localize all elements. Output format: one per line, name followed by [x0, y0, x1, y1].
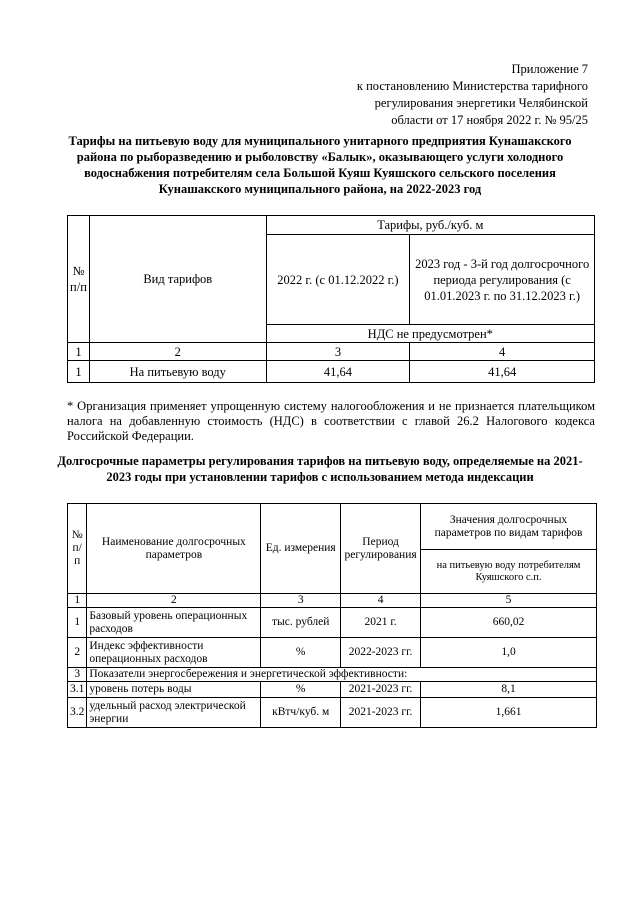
row-num: 3.2	[68, 698, 87, 728]
column-index: 3	[261, 594, 341, 608]
row-name: Базовый уровень операционных расходов	[87, 608, 261, 638]
parameters-table	[67, 503, 597, 728]
row-name: уровень потерь воды	[87, 682, 261, 698]
section-num: 3	[68, 668, 87, 682]
column-index: 1	[68, 594, 87, 608]
header-kind: Вид тарифов	[89, 216, 266, 343]
row-period: 2022-2023 гг.	[341, 638, 421, 668]
row-kind: На питьевую воду	[89, 361, 266, 383]
annex-line-2: к постановлению Министерства тарифного	[356, 79, 588, 93]
annex-line-3: регулирования энергетики Челябинской	[374, 96, 588, 110]
header-2023: 2023 год - 3-й год долгосрочного периода регулирования (с 01.01.2023 г. по 31.12.2023 г.)	[410, 235, 595, 325]
row-unit: тыс. рублей	[261, 608, 341, 638]
header-num: № п/п	[68, 216, 90, 343]
annex-header	[320, 61, 588, 129]
header-tariffs: Тарифы, руб./куб. м	[266, 216, 594, 235]
row-num: 3.1	[68, 682, 87, 698]
tariffs-title: Тарифы на питьевую воду для муниципального унитарного предприятия Кунашакского района по рыборазведению и рыболовству «Балык», оказывающего услуги холодного водоснабжения потребителям села Большой Куяш Куяшского сельского поселения Кунашакского муниципального района, на 2022-2023 год	[68, 134, 572, 196]
header-period: Период регулирования	[341, 504, 421, 594]
row-num: 2	[68, 638, 87, 668]
row-value: 8,1	[421, 682, 597, 698]
row-unit: %	[261, 682, 341, 698]
column-index: 4	[341, 594, 421, 608]
column-index: 1	[68, 343, 90, 361]
annex-line-4: области от 17 ноября 2022 г. № 95/25	[391, 113, 588, 127]
header-vat: НДС не предусмотрен*	[266, 325, 594, 343]
row-name: Индекс эффективности операционных расходов	[87, 638, 261, 668]
column-index: 5	[421, 594, 597, 608]
row-unit: кВтч/куб. м	[261, 698, 341, 728]
table-row	[68, 698, 597, 728]
row-period: 2021-2023 гг.	[341, 698, 421, 728]
column-index: 3	[266, 343, 410, 361]
row-2023: 41,64	[410, 361, 595, 383]
column-index: 2	[87, 594, 261, 608]
row-name: удельный расход электрической энергии	[87, 698, 261, 728]
row-unit: %	[261, 638, 341, 668]
table-row	[68, 361, 595, 383]
annex-line-1: Приложение 7	[511, 62, 588, 76]
header-name: Наименование долгосрочных параметров	[87, 504, 261, 594]
row-value: 1,0	[421, 638, 597, 668]
row-period: 2021 г.	[341, 608, 421, 638]
column-index: 2	[89, 343, 266, 361]
header-sub: на питьевую воду потребителям Куяшского с.п.	[421, 550, 597, 594]
tariffs-table	[67, 215, 595, 383]
section-row	[68, 668, 597, 682]
header-num: № п/п	[68, 504, 87, 594]
tax-note: * Организация применяет упрощенную систему налогообложения и не признается плательщиком налога на добавленную стоимость (НДС) в соответствии с главой 26.2 Налогового кодекса Российской Федерации.	[67, 399, 595, 443]
row-period: 2021-2023 гг.	[341, 682, 421, 698]
header-values: Значения долгосрочных параметров по видам тарифов	[421, 504, 597, 550]
table-row	[68, 638, 597, 668]
section-name: Показатели энергосбережения и энергетической эффективности:	[87, 668, 597, 682]
row-value: 660,02	[421, 608, 597, 638]
row-num: 1	[68, 361, 90, 383]
table-row	[68, 608, 597, 638]
row-num: 1	[68, 608, 87, 638]
header-2022: 2022 г. (с 01.12.2022 г.)	[266, 235, 410, 325]
table-row	[68, 682, 597, 698]
header-unit: Ед. измерения	[261, 504, 341, 594]
row-2022: 41,64	[266, 361, 410, 383]
parameters-title: Долгосрочные параметры регулирования тарифов на питьевую воду, определяемые на 2021-2023 годы при установлении тарифов с использованием метода индексации	[57, 454, 583, 484]
row-value: 1,661	[421, 698, 597, 728]
column-index: 4	[410, 343, 595, 361]
